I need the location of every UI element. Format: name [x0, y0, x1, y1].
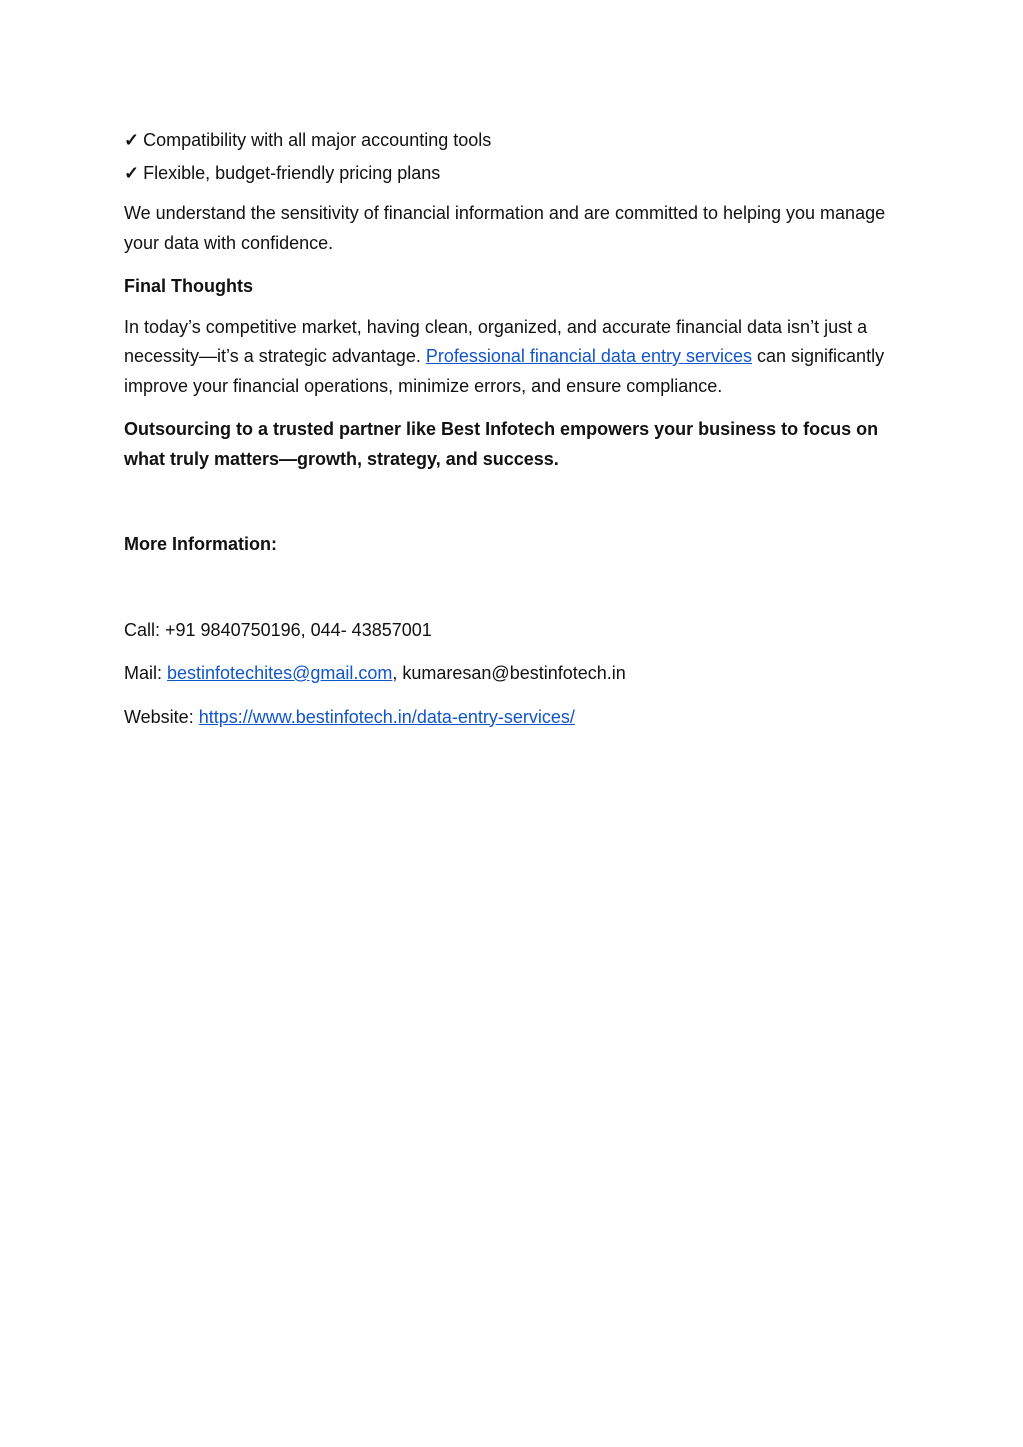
- final-thoughts-heading: Final Thoughts: [124, 276, 253, 296]
- financial-data-entry-link[interactable]: Professional financial data entry services: [425, 346, 752, 366]
- mail-line: [124, 659, 899, 689]
- secondary-email: , kumaresan@bestinfotech.in: [392, 663, 626, 683]
- call-line: [124, 616, 899, 646]
- checklist-text: Compatibility with all major accounting tools: [143, 130, 492, 150]
- phone-numbers: +91 9840750196, 044- 43857001: [165, 619, 432, 640]
- checkmark-icon: ✓: [124, 130, 140, 150]
- checklist-item: [124, 159, 899, 189]
- commitment-paragraph: We understand the sensitivity of financial information and are committed to helping you manage your data with confidence.: [124, 203, 886, 253]
- checklist-item: [124, 126, 899, 156]
- mail-label: Mail:: [124, 663, 168, 683]
- website-link[interactable]: https://www.bestinfotech.in/data-entry-services/: [198, 706, 575, 727]
- gmail-email-link[interactable]: bestinfotechites@gmail.com: [167, 663, 393, 683]
- checklist-text: Flexible, budget-friendly pricing plans: [143, 162, 441, 183]
- contact-block: [124, 616, 899, 733]
- paragraph-text: can significantly improve your financial operations, minimize errors, and ensure compliance.: [124, 346, 885, 396]
- paragraph-text: In today’s competitive market, having clean, organized, and accurate financial data isn’t just a necessity—it’s a strategic advantage.: [124, 316, 868, 366]
- call-label: Call:: [124, 619, 166, 640]
- website-label: Website:: [124, 706, 199, 727]
- more-information-heading: More Information:: [124, 534, 277, 554]
- website-line: [124, 703, 899, 733]
- final-thoughts-paragraph: [124, 313, 899, 402]
- checkmark-icon: ✓: [124, 162, 140, 183]
- page-content: [124, 126, 899, 732]
- outsourcing-paragraph: Outsourcing to a trusted partner like Best Infotech empowers your business to focus on what truly matters—growth, strategy, and success.: [124, 419, 879, 469]
